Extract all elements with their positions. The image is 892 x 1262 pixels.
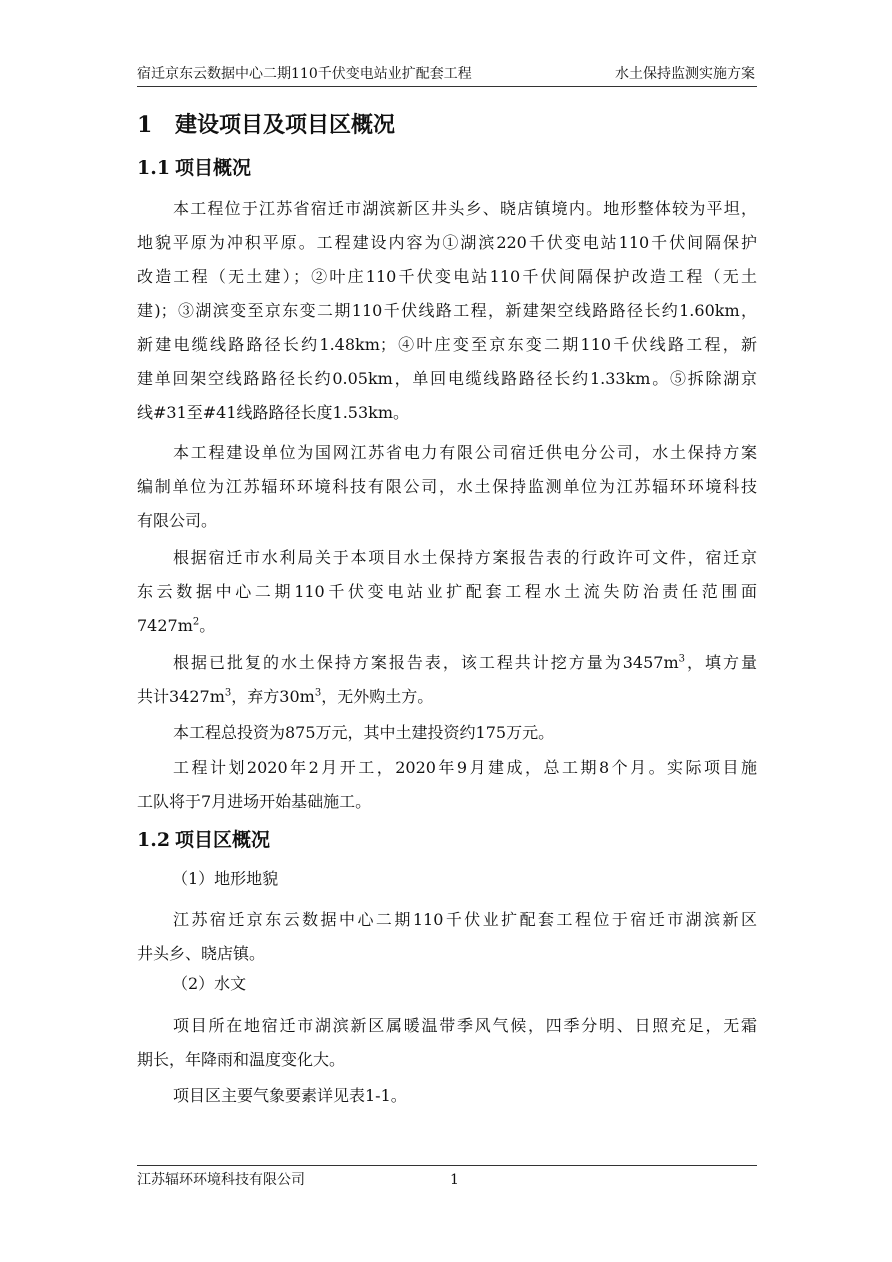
text-line: 有限公司。 bbox=[137, 511, 218, 530]
page-number: 1 bbox=[450, 1172, 459, 1188]
text-line: 工程计划2020年2月开工，2020年9月建成，总工期8个月。实际项目施 bbox=[173, 758, 757, 777]
text-line: 建单回架空线路路径长约0.05km，单回电缆线路路径长约1.33km。⑤拆除湖京 bbox=[137, 369, 757, 388]
section-1-title: 建设项目及项目区概况 bbox=[175, 112, 396, 138]
text-line bbox=[137, 609, 757, 643]
text-line: 本工程总投资为875万元，其中土建投资约175万元。 bbox=[173, 723, 555, 742]
section-1-2-heading bbox=[137, 826, 270, 854]
text-line bbox=[137, 646, 757, 680]
superscript: 3 bbox=[678, 653, 686, 665]
text-line: 工队将于7月进场开始基础施工。 bbox=[137, 792, 372, 811]
text-line: 线#31至#41线路路径长度1.53km。 bbox=[137, 403, 410, 422]
paragraph-responsibility-area bbox=[137, 541, 757, 643]
text-line: 井头乡、晓店镇。 bbox=[137, 944, 266, 963]
paragraph-investment bbox=[137, 716, 757, 750]
text-line: 根据宿迁市水利局关于本项目水土保持方案报告表的行政许可文件，宿迁京 bbox=[173, 548, 757, 567]
text-line: 项目所在地宿迁市湖滨新区属暖温带季风气候，四季分明、日照充足，无霜 bbox=[173, 1016, 757, 1035]
paragraph-climate bbox=[137, 1009, 757, 1077]
superscript: 2 bbox=[192, 616, 200, 628]
superscript: 3 bbox=[224, 687, 232, 699]
area-value: 7427m bbox=[137, 616, 193, 635]
text-line: 地貌平原为冲积平原。工程建设内容为①湖滨220千伏变电站110千伏间隔保护 bbox=[137, 233, 757, 252]
text-line: 新建电缆线路路径长约1.48km；④叶庄变至京东变二期110千伏线路工程，新 bbox=[137, 335, 757, 354]
text-line: 改造工程（无土建）；②叶庄110千伏变电站110千伏间隔保护改造工程（无土 bbox=[137, 267, 757, 286]
paragraph-schedule bbox=[137, 751, 757, 819]
paragraph-table-reference bbox=[137, 1079, 757, 1113]
section-1-1-title: 项目概况 bbox=[175, 157, 252, 179]
text-fragment: 。 bbox=[199, 616, 216, 635]
text-fragment: 根据已批复的水土保持方案报告表，该工程共计挖方量为3457m bbox=[173, 653, 679, 672]
text-fragment: ，无外购土方。 bbox=[321, 687, 434, 706]
paragraph-project-location bbox=[137, 192, 757, 430]
section-1-1-heading bbox=[137, 154, 251, 182]
text-line bbox=[137, 680, 757, 714]
section-1-2-number: 1.2 bbox=[137, 829, 171, 851]
text-line: 编制单位为江苏辐环环境科技有限公司，水土保持监测单位为江苏辐环环境科技 bbox=[137, 477, 757, 496]
page-footer bbox=[137, 1165, 757, 1188]
paragraph-terrain bbox=[137, 903, 757, 971]
text-line: 本工程建设单位为国网江苏省电力有限公司宿迁供电分公司，水土保持方案 bbox=[173, 443, 757, 462]
text-line: 期长，年降雨和温度变化大。 bbox=[137, 1050, 346, 1069]
paragraph-earthwork bbox=[137, 646, 757, 714]
text-line: 建)；③湖滨变至京东变二期110千伏线路工程，新建架空线路路径长约1.60km， bbox=[137, 301, 757, 320]
text-fragment: ，填方量 bbox=[685, 653, 757, 672]
superscript: 3 bbox=[314, 687, 322, 699]
page-header bbox=[137, 62, 757, 87]
text-line: 东云数据中心二期110千伏变电站业扩配套工程水土流失防治责任范围面 bbox=[137, 582, 757, 601]
text-line: 本工程位于江苏省宿迁市湖滨新区井头乡、晓店镇境内。地形整体较为平坦， bbox=[173, 199, 757, 218]
section-1-heading bbox=[137, 110, 395, 140]
subheading-hydrology: （2）水文 bbox=[172, 974, 247, 993]
header-project-name: 宿迁京东云数据中心二期110千伏变电站业扩配套工程 bbox=[137, 66, 472, 82]
section-1-2-title: 项目区概况 bbox=[175, 829, 271, 851]
section-1-number: 1 bbox=[137, 112, 153, 138]
text-line: 项目区主要气象要素详见表1-1。 bbox=[173, 1086, 407, 1105]
text-line: 江苏宿迁京东云数据中心二期110千伏业扩配套工程位于宿迁市湖滨新区 bbox=[173, 910, 757, 929]
text-fragment: 共计3427m bbox=[137, 687, 225, 706]
header-document-title: 水土保持监测实施方案 bbox=[615, 66, 755, 82]
subheading-terrain: （1）地形地貌 bbox=[172, 869, 279, 888]
text-fragment: ，弃方30m bbox=[231, 687, 315, 706]
section-1-1-number: 1.1 bbox=[137, 157, 171, 179]
footer-company: 江苏辐环环境科技有限公司 bbox=[137, 1172, 305, 1188]
paragraph-construction-unit bbox=[137, 436, 757, 538]
